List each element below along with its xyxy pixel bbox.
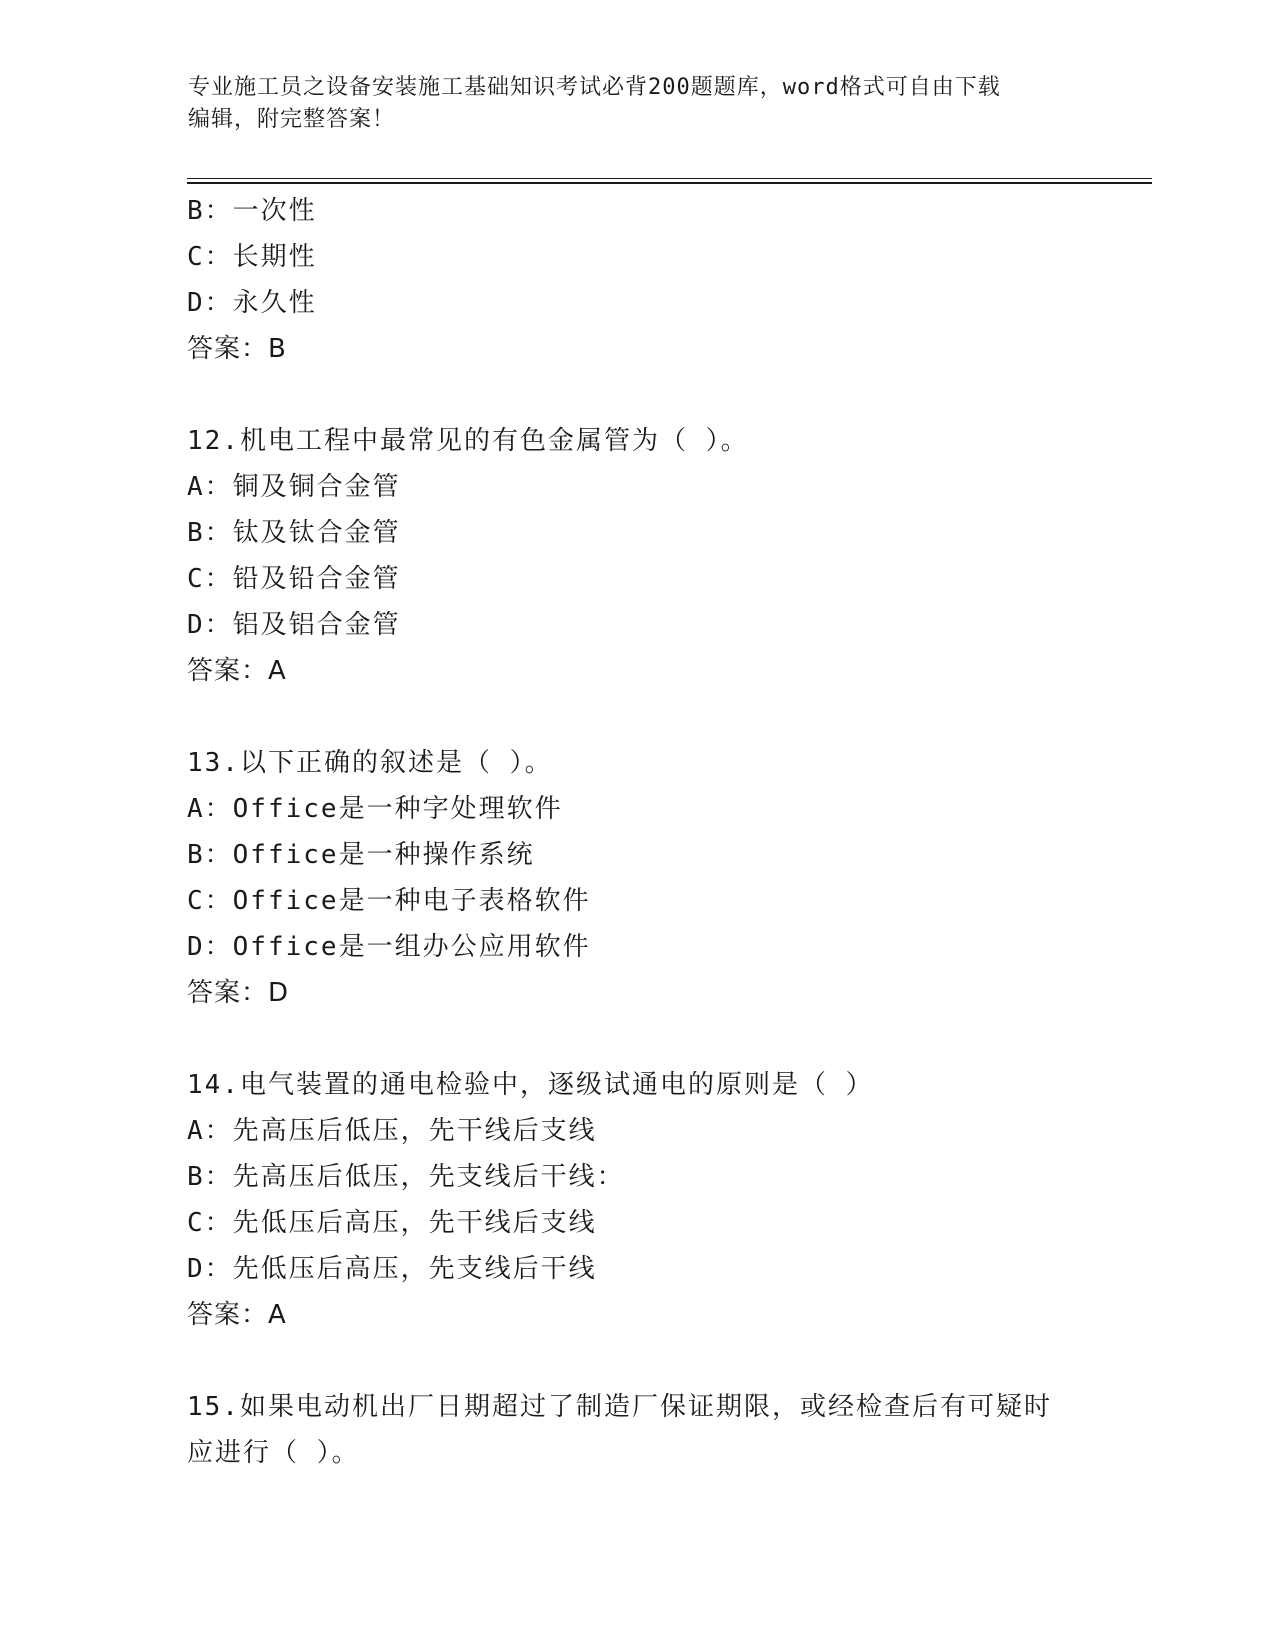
question-stem: 13.以下正确的叙述是（ ）。 xyxy=(187,748,553,778)
header-line-2: 编辑，附完整答案！ xyxy=(188,107,396,132)
question-15 xyxy=(187,1384,1147,1476)
answer: 答案：A xyxy=(187,1300,287,1330)
option-a: A：铜及铜合金管 xyxy=(187,472,401,502)
option-d: D：永久性 xyxy=(187,288,317,318)
option-c: C：先低压后高压，先干线后支线 xyxy=(187,1208,597,1238)
option-d: D：Office是一组办公应用软件 xyxy=(187,932,591,962)
answer: 答案：B xyxy=(187,334,287,364)
option-c: C：铅及铅合金管 xyxy=(187,564,401,594)
option-d: D：铝及铝合金管 xyxy=(187,610,401,640)
option-a: A：Office是一种字处理软件 xyxy=(187,794,563,824)
option-b: B：一次性 xyxy=(187,196,317,226)
document-header xyxy=(188,72,1088,136)
option-c: C：Office是一种电子表格软件 xyxy=(187,886,591,916)
option-b: B：先高压后低压，先支线后干线： xyxy=(187,1162,625,1192)
header-line-1: 专业施工员之设备安装施工基础知识考试必背200题题库，word格式可自由下载 xyxy=(188,75,1001,100)
option-b: B：钛及钛合金管 xyxy=(187,518,401,548)
question-stem-line-1: 15.如果电动机出厂日期超过了制造厂保证期限，或经检查后有可疑时 xyxy=(187,1392,1052,1422)
option-a: A：先高压后低压，先干线后支线 xyxy=(187,1116,597,1146)
header-divider-thick xyxy=(187,182,1152,184)
question-12 xyxy=(187,418,1147,694)
option-c: C：长期性 xyxy=(187,242,317,272)
option-d: D：先低压后高压，先支线后干线 xyxy=(187,1254,597,1284)
question-list xyxy=(187,188,1147,1476)
question-13 xyxy=(187,740,1147,1016)
question-stem: 12.机电工程中最常见的有色金属管为（ ）。 xyxy=(187,426,749,456)
answer: 答案：D xyxy=(187,978,290,1008)
answer: 答案：A xyxy=(187,656,287,686)
question-stem: 14.电气装置的通电检验中，逐级试通电的原则是（ ） xyxy=(187,1070,874,1100)
question-11-partial xyxy=(187,188,1147,372)
question-stem-line-2: 应进行（ ）。 xyxy=(187,1438,360,1468)
question-14 xyxy=(187,1062,1147,1338)
header-divider-thin xyxy=(187,178,1152,179)
option-b: B：Office是一种操作系统 xyxy=(187,840,535,870)
